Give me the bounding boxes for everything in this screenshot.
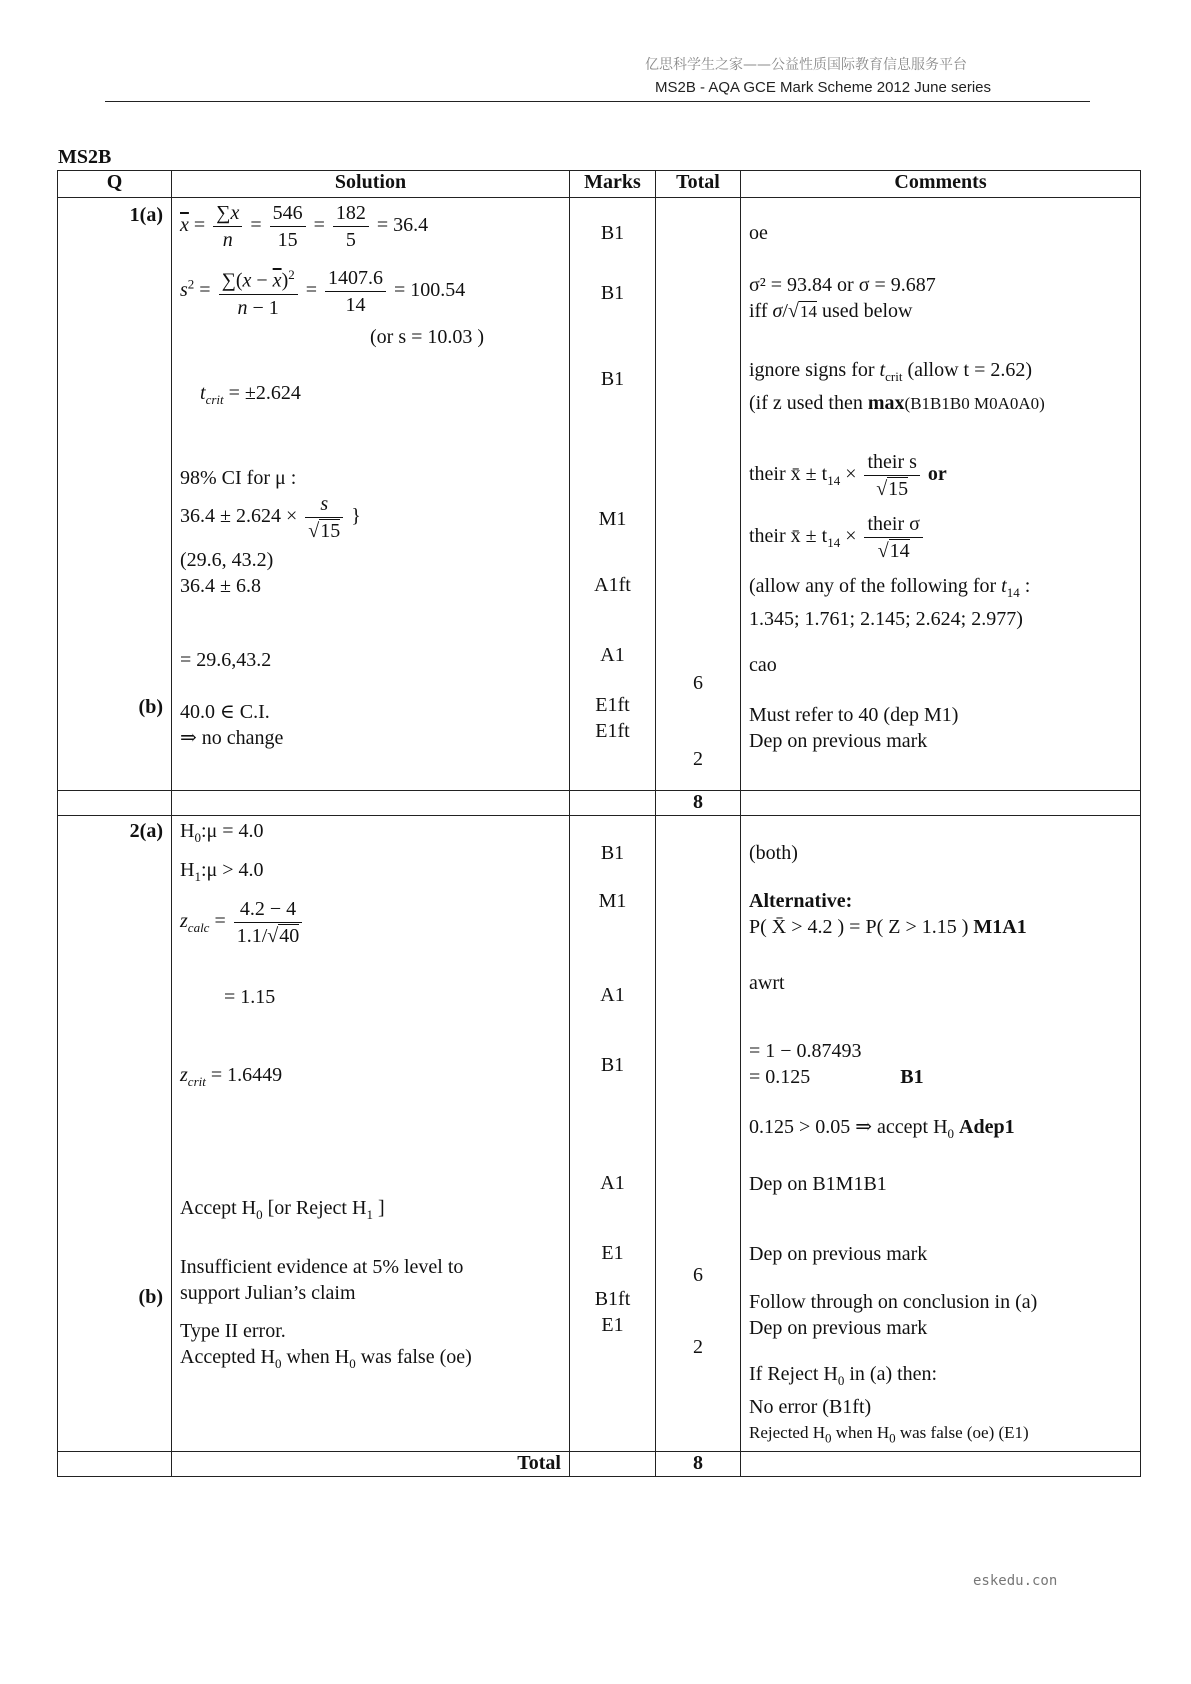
- q2-solution: [172, 816, 570, 1452]
- comment-dep: Dep on previous mark: [749, 1243, 928, 1265]
- z-calc: $z_{calc}$ = $\frac{4.2 - 4}{1.1/√40}$: [180, 896, 561, 968]
- comment-sigma: σ² = 93.84 or σ = 9.687: [749, 274, 936, 296]
- part-total: 6: [693, 1264, 703, 1286]
- comment-if-reject: If Reject $H_0$ in (a) then:: [749, 1363, 938, 1388]
- tcrit: $t_{crit} = \pm 2.624$: [200, 382, 301, 407]
- comment-follow: Follow through on conclusion in (a): [749, 1291, 1038, 1313]
- total-row: [58, 1452, 1141, 1477]
- q1-marks: [570, 198, 656, 791]
- z-result: = 1.15: [224, 986, 276, 1008]
- mark: E1: [601, 1314, 624, 1336]
- mark: B1: [600, 842, 625, 864]
- total-label: Total: [172, 1452, 570, 1477]
- header-en-title: MS2B - AQA GCE Mark Scheme 2012 June series: [655, 79, 991, 96]
- comment-awrt: awrt: [749, 972, 785, 994]
- header-q: Q: [58, 171, 172, 198]
- q2a-label: 2(a): [129, 820, 163, 842]
- comment-rejected: Rejected $H_0$ when $H_0$ was false (oe) (E1): [749, 1423, 1029, 1446]
- z-crit: $z_{crit} = 1.6449$: [180, 1064, 283, 1089]
- header-rule: [105, 101, 1090, 102]
- comment-p2: = 0.125 B1: [749, 1066, 924, 1088]
- comment-cao: cao: [749, 654, 777, 676]
- q1-comments: [741, 198, 1141, 791]
- ci-pm: 36.4 ± 6.8: [180, 575, 261, 597]
- comment-iff: iff σ/√14 used below: [749, 300, 913, 322]
- comment-their-s: their x̄ ± $t_{14}$ × $\frac{\text{their s}}{√15}$ or: [749, 451, 947, 500]
- header-cn-title: 亿思科学生之家——公益性质国际教育信息服务平台: [645, 57, 967, 73]
- mark: A1: [600, 984, 625, 1006]
- xbar-formula: $\overline{x}$ = $\frac{\sum x}{n}$ = $\frac{546}{15}$ = $\frac{182}{5}$ = 36.4: [180, 202, 429, 251]
- mark: A1ft: [594, 574, 631, 596]
- mark: A1: [600, 644, 625, 666]
- q2-totals: [656, 816, 741, 1452]
- q1-totals: [656, 198, 741, 791]
- mark: B1ft: [594, 1288, 631, 1310]
- q1b-line2: ⇒ no change: [180, 727, 284, 749]
- mark: E1ft: [595, 694, 630, 716]
- mark: E1: [601, 1242, 624, 1264]
- q1a-label: 1(a): [129, 204, 163, 226]
- accepted-h0: Accepted $H_0$ when $H_0$ was false (oe): [180, 1346, 472, 1371]
- s-alt: (or s = 10.03 ): [370, 326, 485, 348]
- doc-code: MS2B: [58, 146, 112, 168]
- comment-accept: 0.125 > 0.05 ⇒ accept $H_0$ Adep1: [749, 1116, 1015, 1141]
- comment-alternative: Alternative:: [749, 890, 853, 912]
- comment-dep-2: Dep on previous mark: [749, 1317, 928, 1339]
- q1-subtotal: 8: [656, 791, 741, 816]
- q2-comments: [741, 816, 1141, 1452]
- question-1-row: [58, 198, 1141, 791]
- h0: $H_0:\mu = 4.0$: [180, 820, 264, 845]
- header-marks: Marks: [570, 171, 656, 198]
- comment-dep-b1m1b1: Dep on B1M1B1: [749, 1173, 887, 1195]
- mark: E1ft: [595, 720, 630, 742]
- comment-p1: = 1 − 0.87493: [749, 1040, 862, 1062]
- comment-dep: Dep on previous mark: [749, 730, 928, 752]
- mark: M1: [598, 890, 627, 912]
- part-total: 2: [693, 748, 703, 770]
- q2-marks: [570, 816, 656, 1452]
- part-total: 2: [693, 1336, 703, 1358]
- q1-solution: [172, 198, 570, 791]
- type-ii: Type II error.: [180, 1320, 286, 1342]
- s2-formula: $s^2$ = $\frac{\sum(x - \overline{x})^2}{n - 1}$ = $\frac{1407.6}{14}$ = 100.54: [180, 262, 561, 324]
- ci-interval: (29.6, 43.2): [180, 549, 274, 571]
- insufficient-1: Insufficient evidence at 5% level to: [180, 1256, 464, 1278]
- header-comments: Comments: [741, 171, 1141, 198]
- comment-allow: (allow any of the following for $t_{14}$ :: [749, 575, 1031, 600]
- insufficient-2: support Julian’s claim: [180, 1282, 356, 1304]
- comment-allow-values: 1.345; 1.761; 2.145; 2.624; 2.977): [749, 608, 1023, 630]
- header-solution: Solution: [172, 171, 570, 198]
- q2b-label: (b): [138, 1286, 163, 1308]
- mark-scheme-table: [57, 170, 1141, 1477]
- comment-ignore: ignore signs for $t_{crit}$ (allow t = 2.62): [749, 359, 1033, 384]
- question-2-row: [58, 816, 1141, 1452]
- comment-prob: P( X̄ > 4.2 ) = P( Z > 1.15 ) M1A1: [749, 916, 1027, 938]
- mark: A1: [600, 1172, 625, 1194]
- comment-no-error: No error (B1ft): [749, 1396, 872, 1418]
- h1: $H_1:\mu > 4.0$: [180, 859, 264, 884]
- mark: B1: [600, 222, 625, 244]
- ci-final: = 29.6,43.2: [180, 649, 272, 671]
- table-header-row: [58, 171, 1141, 198]
- mark: B1: [600, 368, 625, 390]
- q1b-label: (b): [138, 696, 163, 718]
- footer-watermark: eskedu.con: [973, 1573, 1058, 1589]
- question-1-subtotal-row: [58, 791, 1141, 816]
- comment-both: (both): [749, 842, 798, 864]
- comment-ifz: (if z used then max(B1B1B0 M0A0A0): [749, 392, 1045, 414]
- accept-h0: Accept $H_0$ [or Reject $H_1$ ]: [180, 1197, 385, 1222]
- mark: M1: [598, 508, 627, 530]
- mark: B1: [600, 1054, 625, 1076]
- comment-their-sigma: their x̄ ± $t_{14}$ × $\frac{\text{their σ}}{√14}$: [749, 511, 1132, 573]
- ci-label: 98% CI for μ :: [180, 467, 297, 489]
- comment-oe: oe: [749, 222, 768, 244]
- mark: B1: [600, 282, 625, 304]
- comment-must: Must refer to 40 (dep M1): [749, 704, 959, 726]
- ci-expression: 36.4 ± 2.624 × $\frac{s}{√15}$ }: [180, 493, 361, 542]
- part-total: 6: [693, 672, 703, 694]
- q1b-line1: 40.0 ∈ C.I.: [180, 701, 270, 723]
- header-total: Total: [656, 171, 741, 198]
- total-value: 8: [656, 1452, 741, 1477]
